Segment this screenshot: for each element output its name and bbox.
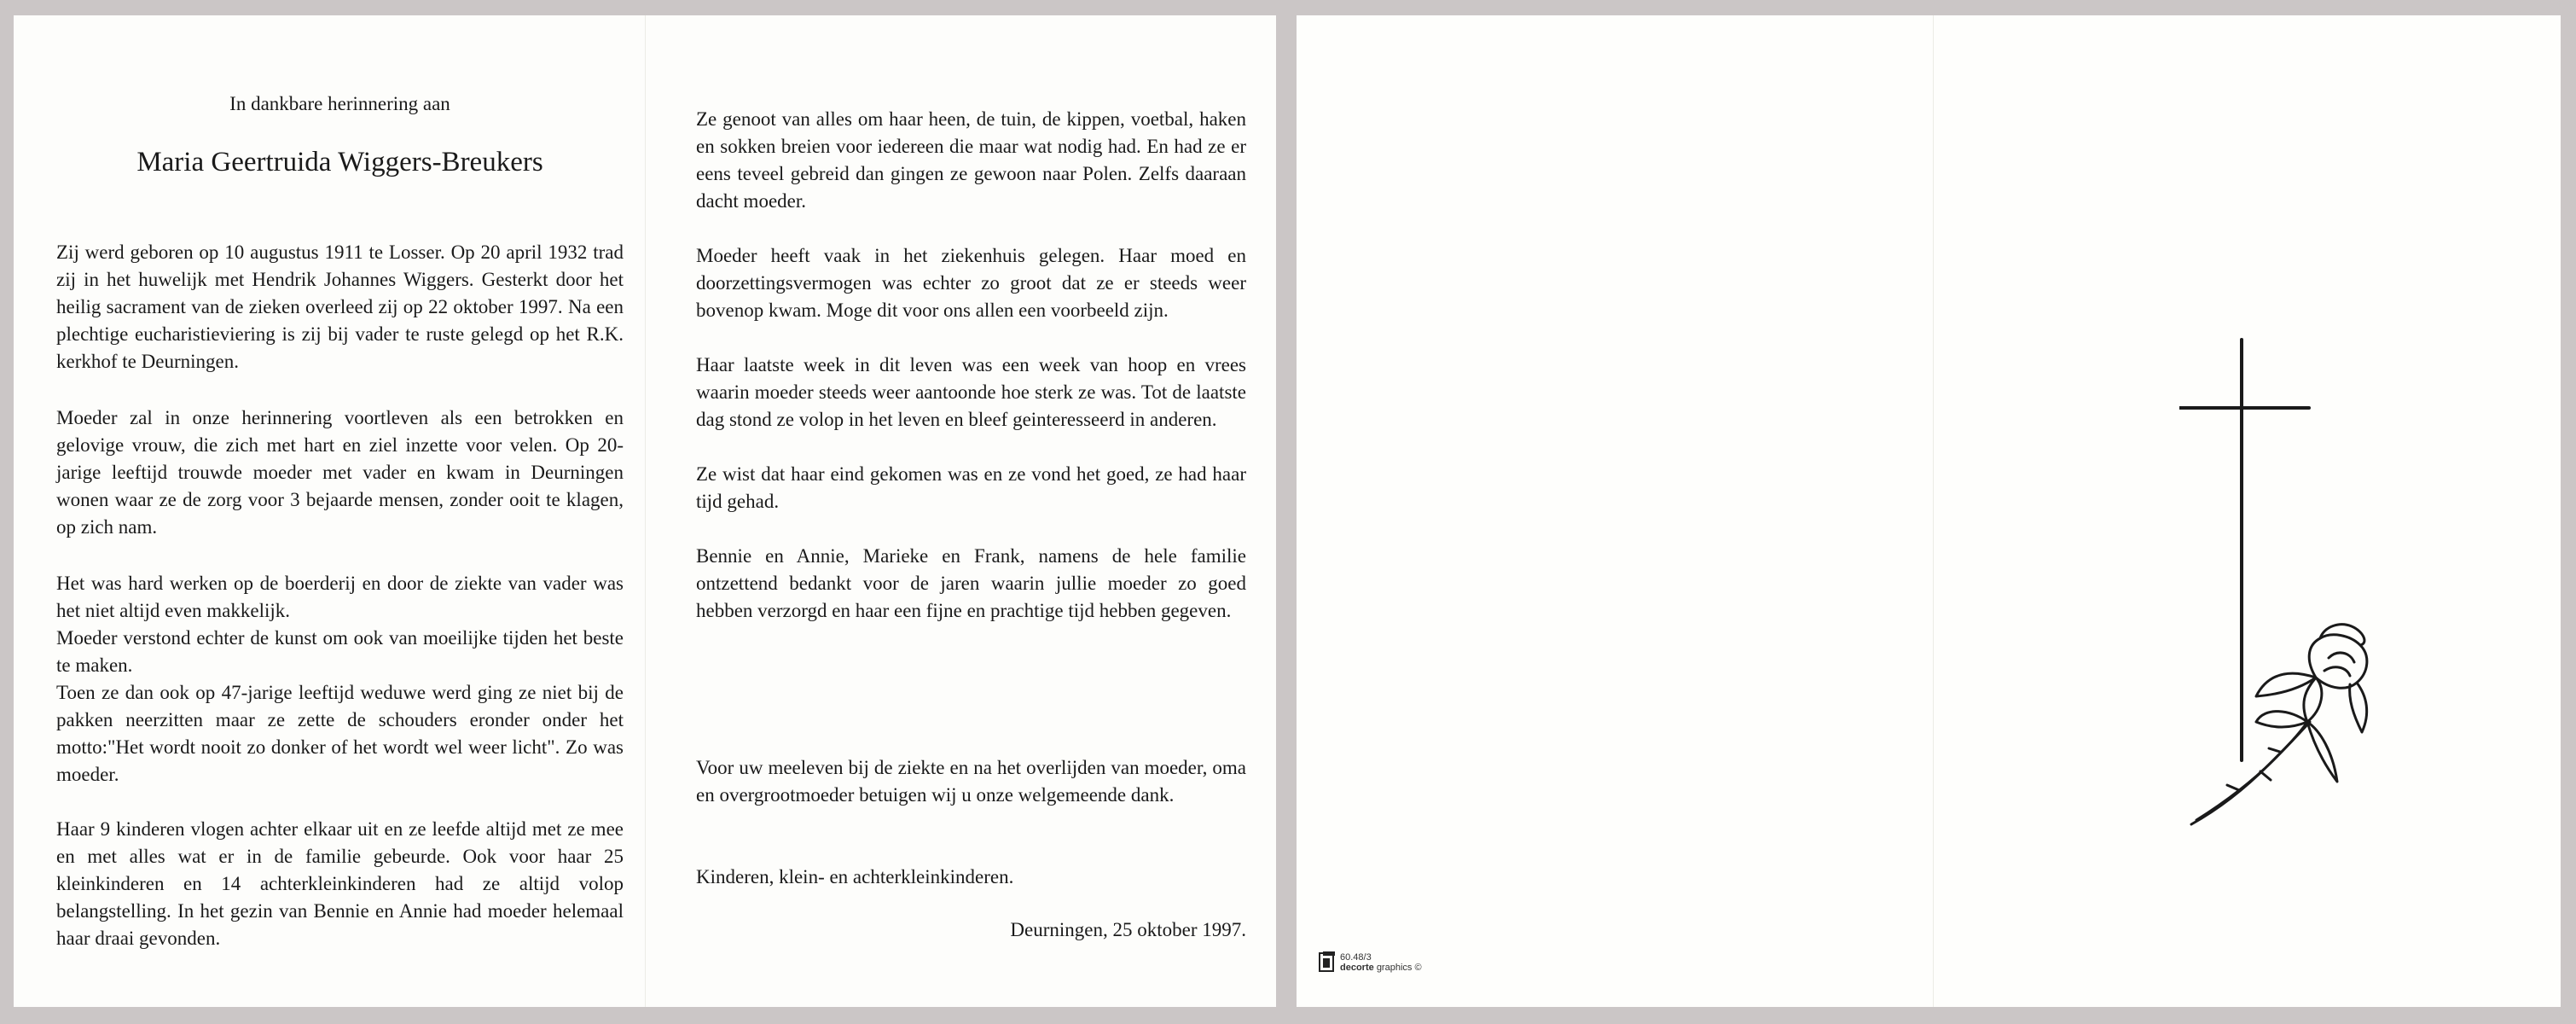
paragraph-time-had: Ze wist dat haar eind gekomen was en ze vond het goed, ze had haar tijd gehad. bbox=[696, 463, 1246, 512]
fold-line bbox=[645, 15, 646, 1007]
cross-with-rose-illustration bbox=[2179, 321, 2427, 850]
paragraph-birth-death: Zij werd geboren op 10 augustus 1911 te Losser. Op 20 april 1932 trad zij in het huwelijk met Hendrik Johannes Wiggers. Gesterkt door het heilig sacrament van de zieken overleed zij op 22 oktober 1997. Na een plechtige eucharistieviering is zij bij vader te ruste gelegd op het R.K. kerkhof te Deurningen. bbox=[56, 241, 624, 372]
paragraph-children: Haar 9 kinderen vlogen achter elkaar uit en ze leefde altijd met ze mee en met alles wat er in de familie gebeurde. Ook voor haar 25 kleinkinderen en 14 achterkleinkinderen had ze altijd volop belangstelling. In het gezin van Bennie en Annie had moeder helemaal haar draai gevonden. bbox=[56, 818, 624, 949]
paragraph-thanks-sympathy: Voor uw meeleven bij de ziekte en na het overlijden van moeder, oma en overgrootmoeder betuigen wij u onze welgemeende dank. bbox=[696, 757, 1246, 806]
printer-brand: decorte bbox=[1340, 963, 1374, 973]
fold-line bbox=[1933, 15, 1934, 1007]
paragraph-thanks-family: Bennie en Annie, Marieke en Frank, namens de hele familie ontzettend bedankt voor de jaren waarin jullie moeder zo goed hebben verzorgd en haar een fijne en prachtige tijd hebben gegeven. bbox=[696, 545, 1246, 621]
card-inner-page bbox=[14, 15, 1276, 1007]
intro-heading: In dankbare herinnering aan bbox=[229, 93, 450, 114]
printer-logo-icon bbox=[1318, 951, 1337, 973]
paragraph-hard-times: Moeder verstond echter de kunst om ook van moeilijke tijden het beste te maken. bbox=[56, 627, 624, 676]
place-and-date: Deurningen, 25 oktober 1997. bbox=[1010, 919, 1246, 940]
printer-brand-line bbox=[1340, 963, 1422, 973]
printer-brand-suffix: graphics © bbox=[1376, 963, 1422, 973]
signature-line: Kinderen, klein- en achterkleinkinderen. bbox=[696, 866, 1014, 887]
paragraph-hospital: Moeder heeft vaak in het ziekenhuis gelegen. Haar moed en doorzettingsvermogen was echter zo groot dat ze er steeds weer bovenop kwam. Moge dit voor ons allen een voorbeeld zijn. bbox=[696, 245, 1246, 321]
paragraph-farm: Het was hard werken op de boerderij en door de ziekte van vader was het niet altijd even makkelijk. bbox=[56, 573, 624, 621]
paragraph-widow: Toen ze dan ook op 47-jarige leeftijd weduwe werd ging ze niet bij de pakken neerzitten maar ze zette de schouders eronder onder het motto:"Het wordt nooit zo donker of het wordt wel weer licht". Zo was moeder. bbox=[56, 682, 624, 785]
deceased-name: Maria Geertruida Wiggers-Breukers bbox=[136, 147, 543, 177]
printer-mark bbox=[1318, 951, 1422, 973]
paragraph-hobbies: Ze genoot van alles om haar heen, de tuin, de kippen, voetbal, haken en sokken breien voor iedereen die maar wat nodig had. En had ze er eens teveel gebreid dan gingen ze gewoon naar Polen. Zelfs daaraan dacht moeder. bbox=[696, 108, 1246, 212]
card-cover-page bbox=[1297, 15, 2561, 1007]
rose-icon bbox=[2191, 625, 2367, 824]
paragraph-remembrance: Moeder zal in onze herinnering voortleven als een betrokken en gelovige vrouw, die zich met hart en ziel inzette voor velen. Op 20-jarige leeftijd trouwde moeder met vader en kwam in Deurningen wonen waar ze de zorg voor 3 bejaarde mensen, zonder ooit te klagen, op zich nam. bbox=[56, 407, 624, 538]
paragraph-last-week: Haar laatste week in dit leven was een week van hoop en vrees waarin moeder steeds weer aantoonde hoe sterk ze was. Tot de laatste dag stond ze volop in het leven en bleef geinteresseerd in anderen. bbox=[696, 354, 1246, 430]
printer-code: 60.48/3 bbox=[1340, 952, 1372, 963]
